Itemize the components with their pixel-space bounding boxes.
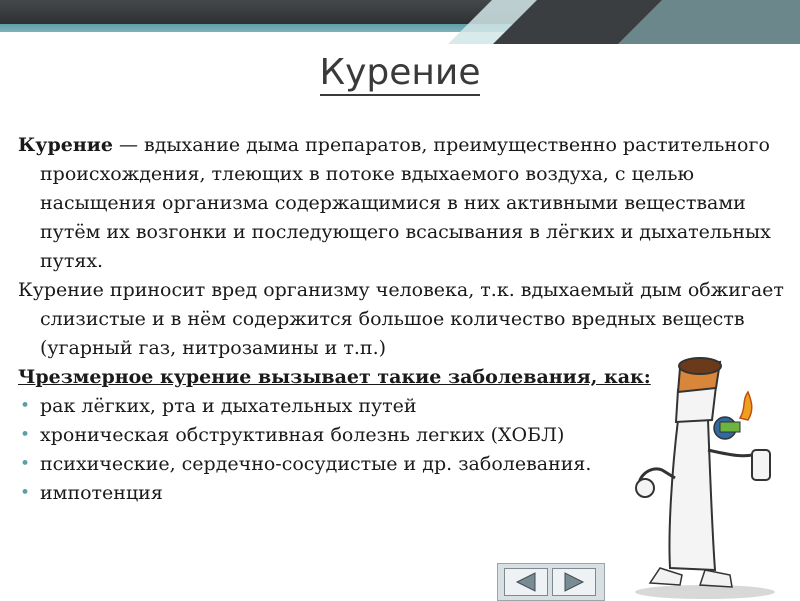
diseases-heading: Чрезмерное курение вызывает такие заболевания, как:: [18, 366, 651, 388]
definition-term: Курение: [18, 134, 113, 156]
definition-paragraph: [18, 131, 788, 276]
header-banner: [0, 0, 800, 44]
cartoon-cigarette-icon: [620, 300, 800, 600]
slide-title: [0, 52, 800, 93]
harm-paragraph: Курение приносит вред организму человека, т.к. вдыхаемый дым обжигает слизистые и в нём содержится большое количество вредных веществ (угарный газ, нитрозамины и т.п.): [18, 279, 784, 359]
slide-navigation: [497, 563, 605, 601]
list-item: • хроническая обструктивная болезнь легких (ХОБЛ): [18, 421, 788, 450]
next-slide-button[interactable]: [552, 568, 596, 596]
previous-slide-button[interactable]: [504, 568, 548, 596]
list-item: • психические, сердечно-сосудистые и др. заболевания.: [18, 450, 788, 479]
list-item: • импотенция: [18, 479, 788, 508]
arrow-left-icon: [515, 572, 537, 592]
definition-text: — вдыхание дыма препаратов, преимущественно растительного происхождения, тлеющих в потоке вдыхаемого воздуха, с целью насыщения организма содержащимися в них активными веществами путём их возгонки и последующего всасывания в лёгких и дыхательных путях.: [40, 134, 771, 272]
list-item: • рак лёгких, рта и дыхательных путей: [18, 392, 788, 421]
slide-title-text: Курение: [320, 52, 481, 96]
arrow-right-icon: [563, 572, 585, 592]
